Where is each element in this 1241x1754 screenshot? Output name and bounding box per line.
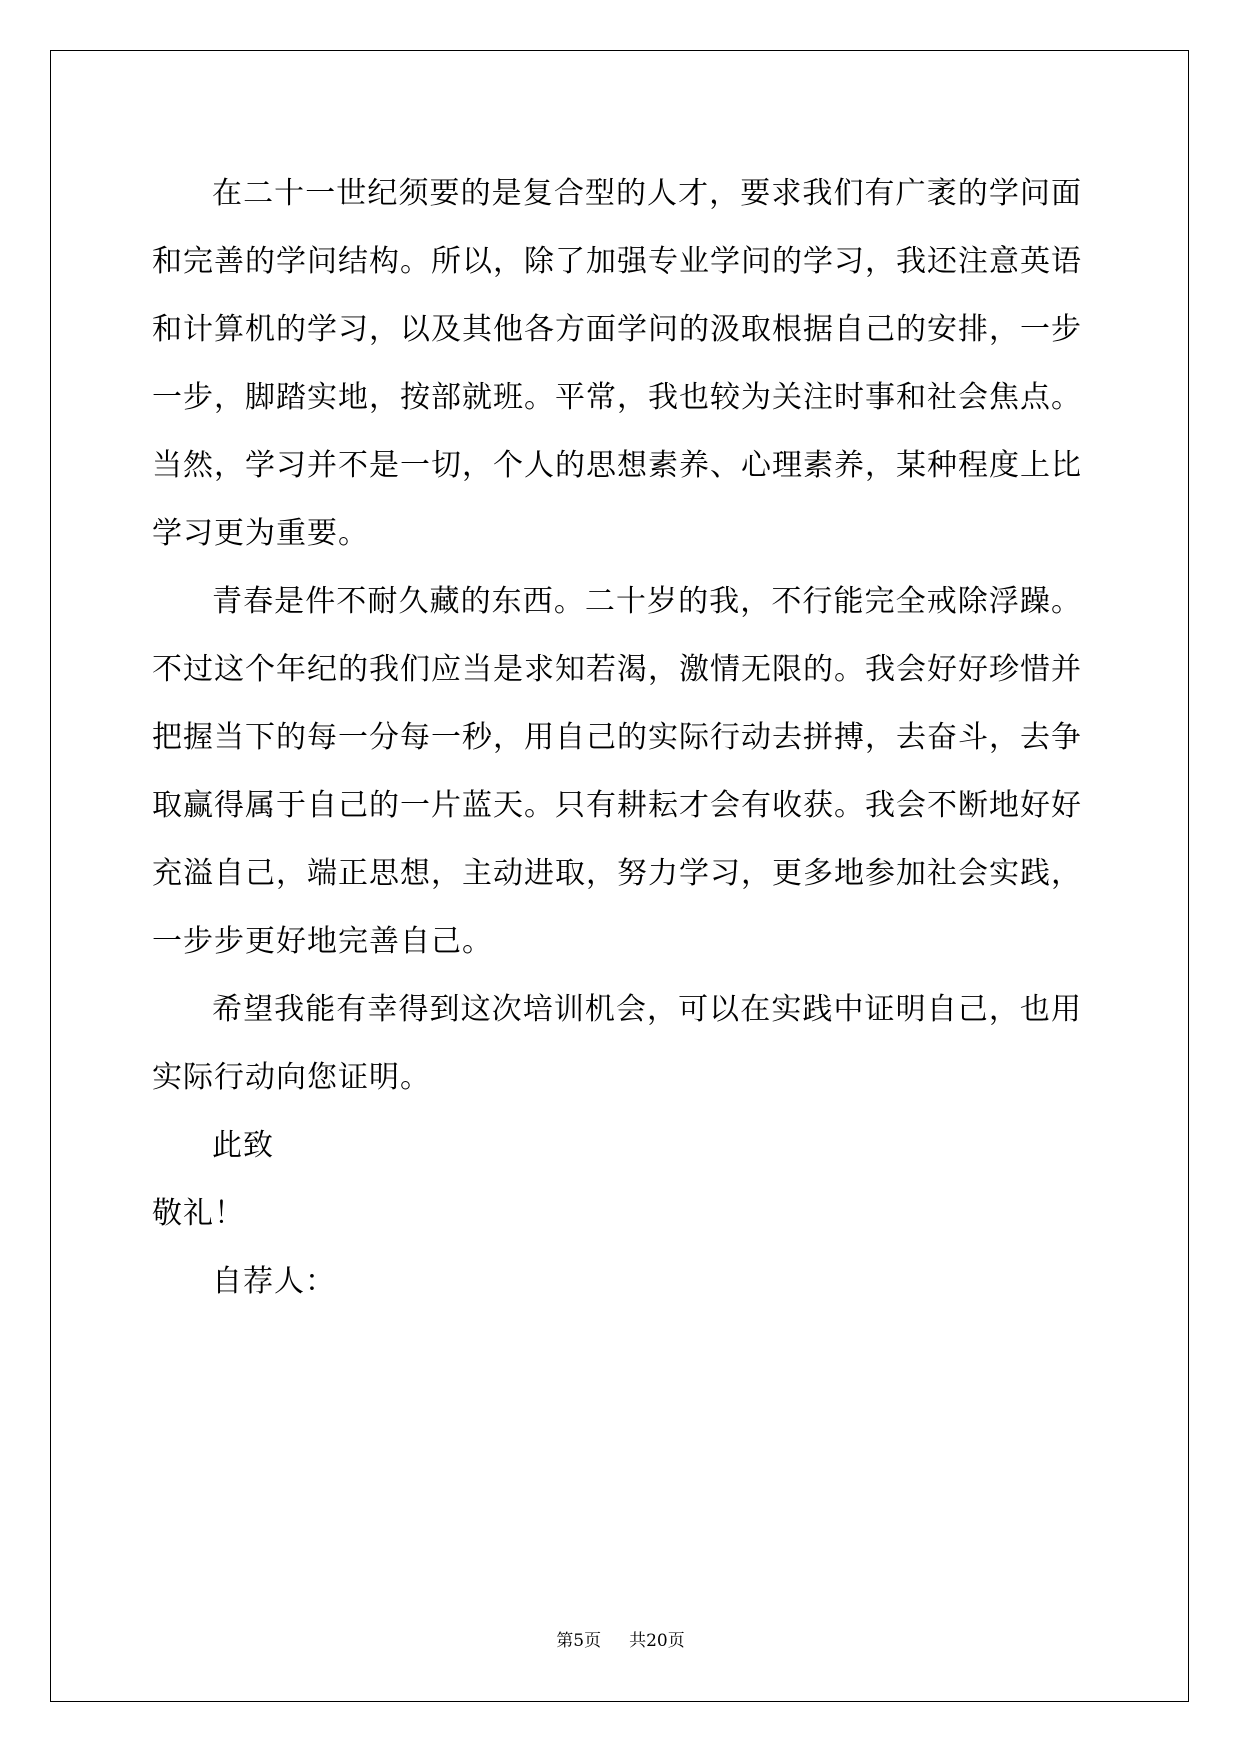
paragraph-3: 希望我能有幸得到这次培训机会，可以在实践中证明自己，也用实际行动向您证明。 <box>152 992 1082 1095</box>
signature-line: 自荐人： <box>212 1264 336 1299</box>
closing-salutation: 此致 <box>212 1128 274 1163</box>
paragraph-1: 在二十一世纪须要的是复合型的人才，要求我们有广袤的学问面和完善的学问结构。所以，除了加强专业学问的学习，我还注意英语和计算机的学习，以及其他各方面学问的汲取根据自己的安排，一步一步，脚踏实地，按部就班。平常，我也较为关注时事和社会焦点。当然，学习并不是一切，个人的思想素养、心理素养，某种程度上比学习更为重要。 <box>152 176 1082 551</box>
document-body <box>152 160 1082 1316</box>
page-footer <box>0 1626 1241 1651</box>
closing-regards: 敬礼！ <box>152 1196 245 1231</box>
paragraph-2: 青春是件不耐久藏的东西。二十岁的我，不行能完全戒除浮躁。不过这个年纪的我们应当是求知若渴，激情无限的。我会好好珍惜并把握当下的每一分每一秒，用自己的实际行动去拼搏，去奋斗，去争取赢得属于自己的一片蓝天。只有耕耘才会有收获。我会不断地好好充溢自己，端正思想，主动进取，努力学习，更多地参加社会实践，一步步更好地完善自己。 <box>152 584 1082 959</box>
page-number: 第5页 <box>556 1631 602 1651</box>
page-total: 共20页 <box>629 1631 685 1651</box>
